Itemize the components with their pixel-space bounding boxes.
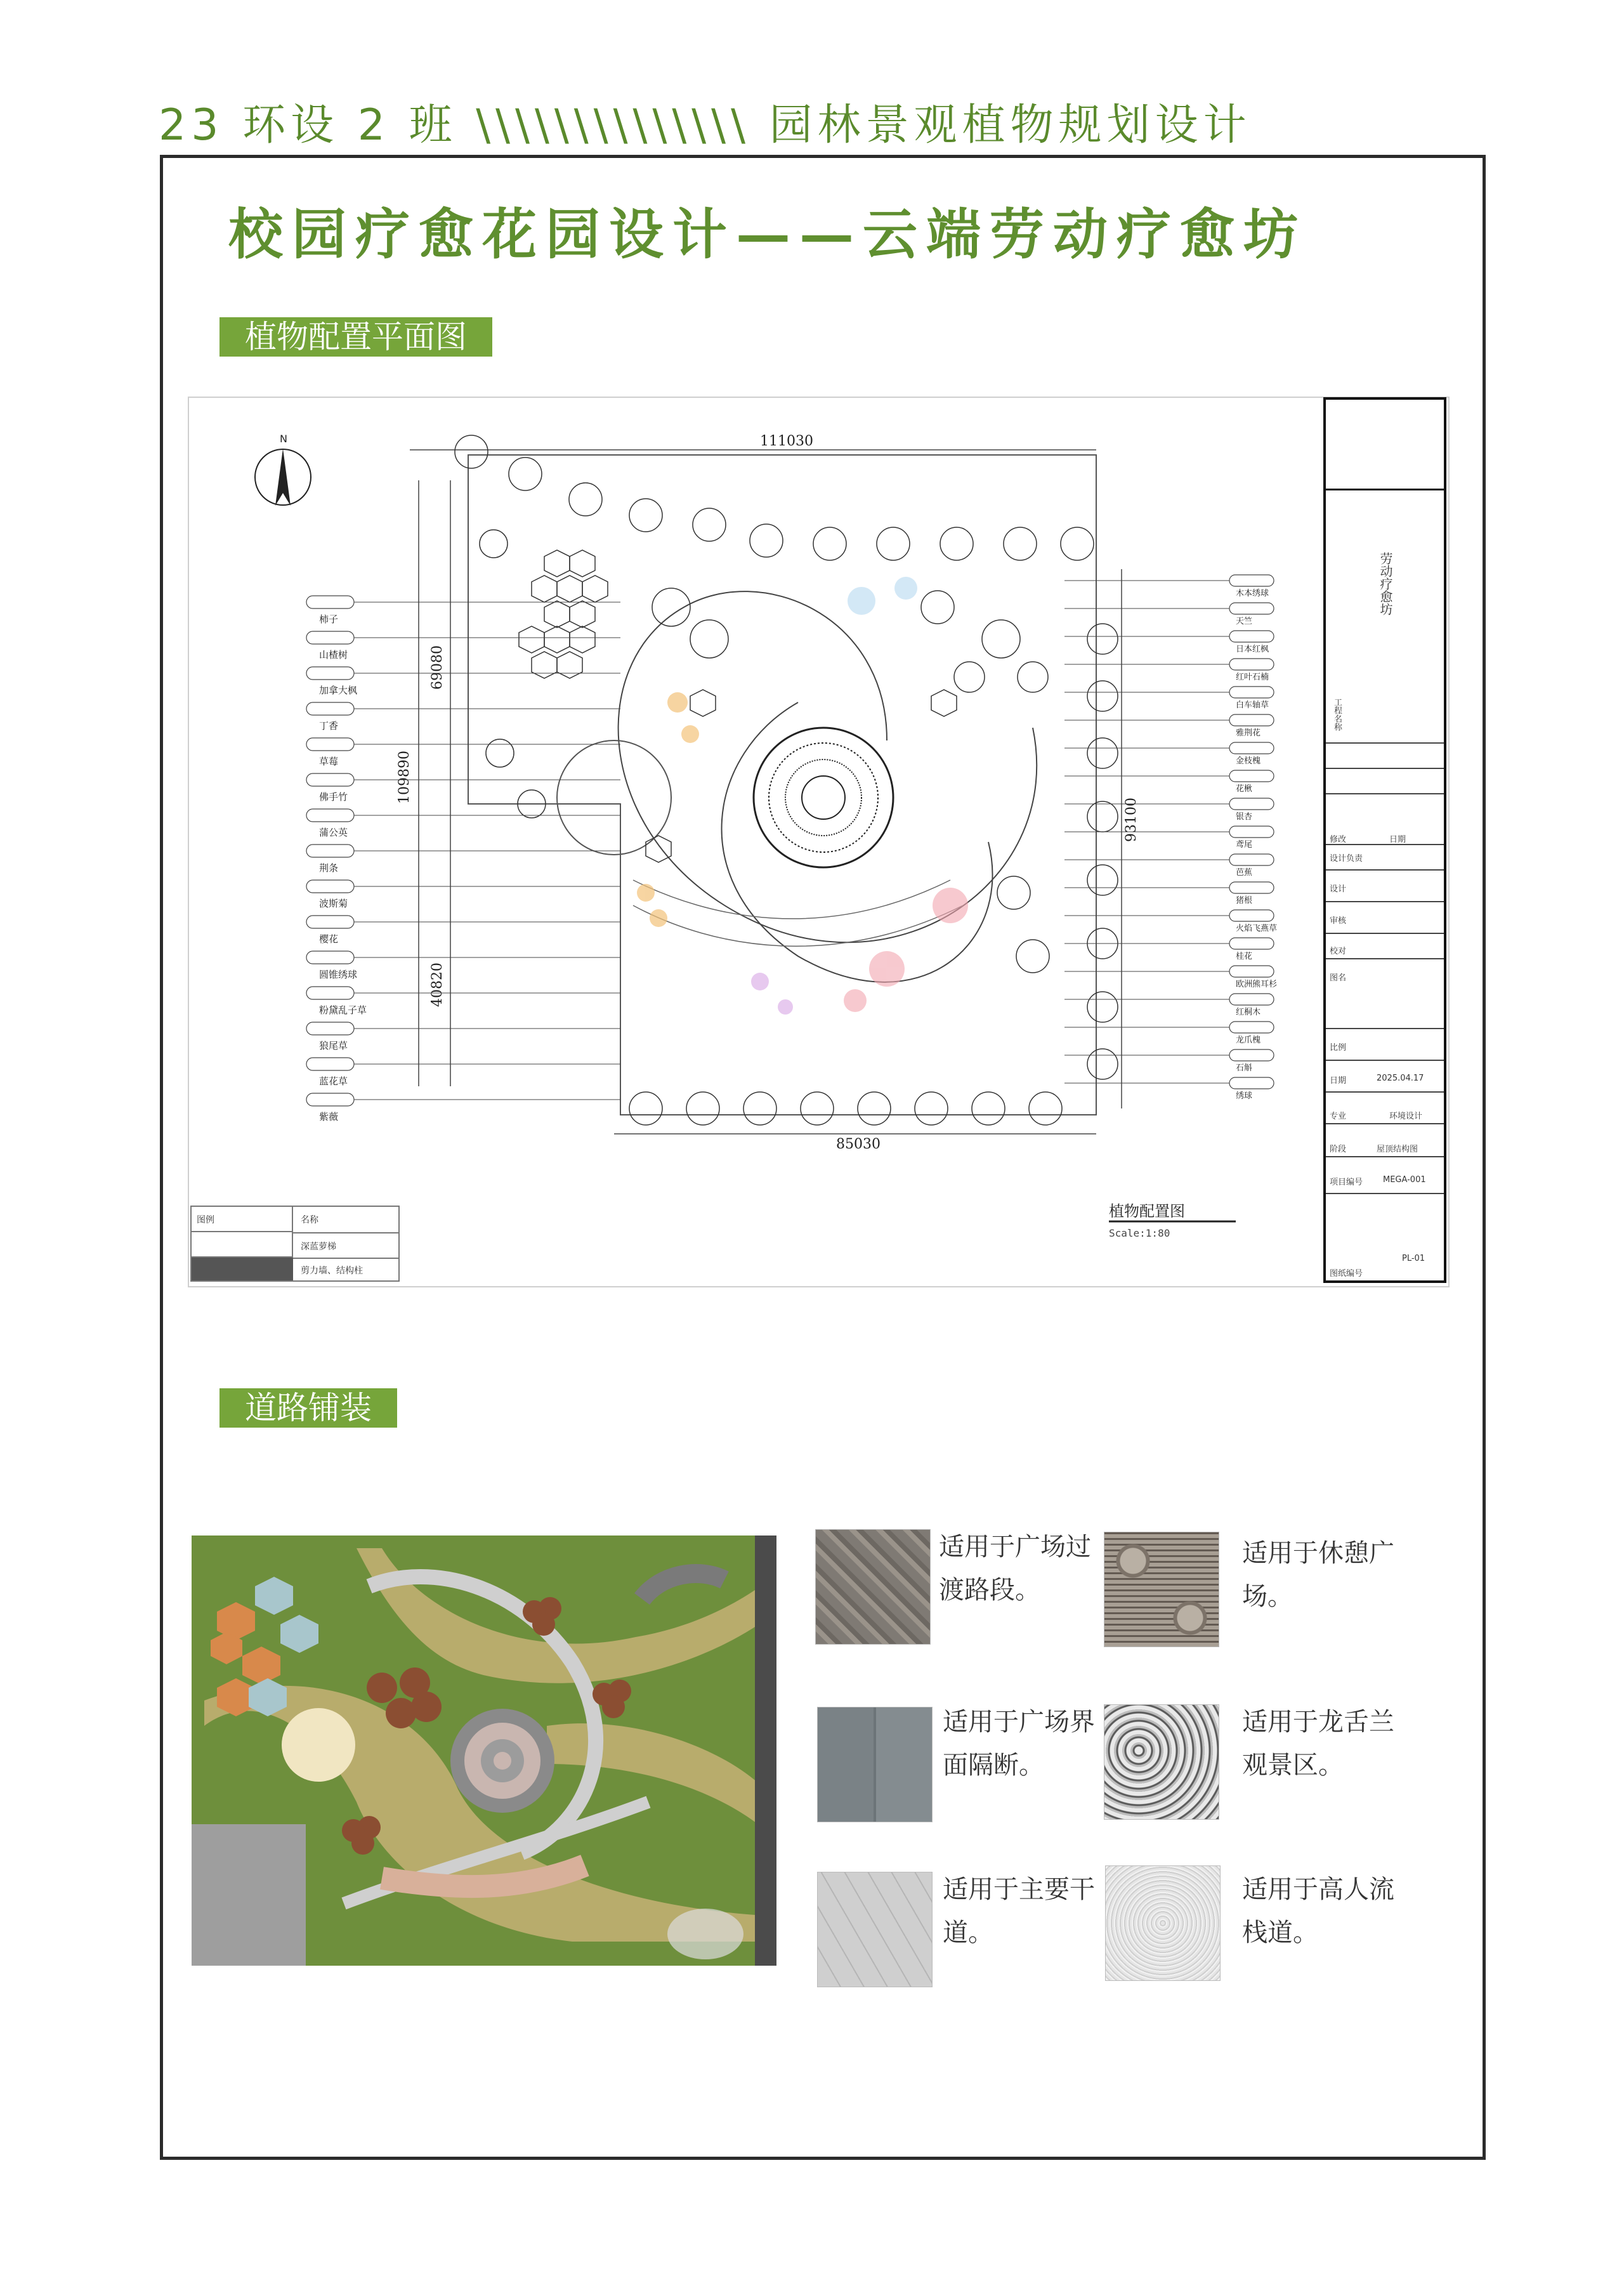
page-header: 23 环设 2 班 \\\\\\\\\\\\\\ 园林景观植物规划设计 — [159, 100, 1252, 150]
paving-swatch-1 — [815, 1529, 931, 1645]
svg-text:金枝槐: 金枝槐 — [1236, 756, 1261, 766]
svg-text:丁香: 丁香 — [319, 720, 339, 732]
svg-text:草莓: 草莓 — [319, 756, 339, 767]
svg-text:圆锥绣球: 圆锥绣球 — [319, 969, 358, 980]
north-label: N — [280, 433, 287, 445]
svg-text:红叶石楠: 红叶石楠 — [1236, 673, 1269, 682]
svg-text:绣球: 绣球 — [1236, 1091, 1253, 1101]
tb-check-label: 校对 — [1330, 947, 1347, 956]
tb-stage-label: 阶段 — [1330, 1145, 1347, 1154]
svg-text:紫薇: 紫薇 — [319, 1111, 339, 1122]
tb-design-label: 设计 — [1330, 884, 1347, 894]
tb-project: 劳动疗愈坊 — [1378, 552, 1393, 615]
svg-text:石斛: 石斛 — [1236, 1063, 1253, 1073]
plant-label-left — [306, 1093, 620, 1122]
page-title: 校园疗愈花园设计——云端劳动疗愈坊 — [228, 202, 1307, 266]
dim-left-lower: 40820 — [429, 963, 445, 1007]
central-pavilion — [754, 728, 893, 867]
svg-text:天竺: 天竺 — [1236, 617, 1253, 626]
tb-designer-label: 设计负责 — [1330, 854, 1363, 864]
tb-date: 2025.04.17 — [1377, 1074, 1424, 1083]
legend-row-1: 深蓝萝梯 — [301, 1242, 336, 1252]
paving-site-rendering — [192, 1535, 776, 1966]
paving-swatch-2 — [1104, 1532, 1219, 1647]
svg-text:鸢尾: 鸢尾 — [1236, 840, 1253, 850]
drawing-scale: Scale:1:80 — [1109, 1227, 1170, 1239]
svg-text:雅荆花: 雅荆花 — [1236, 728, 1261, 738]
left-plant-labels — [306, 596, 620, 1122]
planting-plan-svg — [189, 398, 1448, 1286]
svg-text:日本红枫: 日本红枫 — [1236, 645, 1269, 654]
tb-review-label: 审核 — [1330, 916, 1347, 926]
paving-swatch-4 — [1104, 1704, 1219, 1820]
north-arrow-icon — [255, 449, 311, 506]
svg-text:狼尾草: 狼尾草 — [319, 1040, 348, 1051]
svg-text:加拿大枫: 加拿大枫 — [319, 685, 358, 696]
svg-text:佛手竹: 佛手竹 — [319, 791, 348, 803]
svg-text:红桐木: 红桐木 — [1236, 1008, 1261, 1017]
svg-text:波斯菊: 波斯菊 — [319, 898, 348, 909]
svg-text:猪根: 猪根 — [1236, 896, 1253, 905]
paving-text-3: 适用于广场界面隔断。 — [943, 1707, 1095, 1780]
plant-label-left — [306, 845, 620, 874]
paving-text-2: 适用于休憩广场。 — [1242, 1539, 1394, 1611]
plant-label-left — [306, 809, 620, 838]
paving-swatch-5 — [817, 1872, 933, 1987]
tb-specialty: 环境设计 — [1389, 1112, 1423, 1121]
plant-label-left — [306, 880, 620, 909]
dim-right: 93100 — [1123, 798, 1139, 842]
svg-text:龙爪槐: 龙爪槐 — [1236, 1036, 1261, 1045]
tb-specialty-label: 专业 — [1330, 1112, 1347, 1121]
svg-text:樱花: 樱花 — [319, 933, 339, 945]
legend-swatch-wall — [192, 1258, 293, 1280]
svg-text:木本绣球: 木本绣球 — [1236, 589, 1269, 598]
tb-project-no: MEGA-001 — [1383, 1175, 1426, 1185]
tb-project-name-label: 工程名称 — [1332, 698, 1342, 731]
legend-header-2: 名称 — [301, 1215, 318, 1225]
paving-text-4: 适用于龙舌兰观景区。 — [1242, 1707, 1394, 1780]
plant-label-left — [306, 987, 620, 1016]
svg-text:蒲公英: 蒲公英 — [319, 827, 348, 838]
planting-plan-drawing — [188, 397, 1450, 1287]
dim-left: 109890 — [396, 751, 412, 804]
svg-text:芭蕉: 芭蕉 — [1236, 868, 1253, 878]
section-tag-paving: 道路铺装 — [219, 1388, 397, 1428]
tb-date-label: 日期 — [1389, 835, 1406, 845]
svg-text:欧洲熊耳杉: 欧洲熊耳杉 — [1236, 980, 1278, 989]
paving-text-5: 适用于主要干道。 — [943, 1875, 1095, 1947]
tb-name-label: 图名 — [1330, 973, 1347, 983]
dim-left-upper: 69080 — [429, 645, 445, 690]
paving-text-6: 适用于高人流栈道。 — [1242, 1875, 1394, 1947]
drawing-title: 植物配置图 — [1109, 1202, 1185, 1220]
plant-label-left — [306, 951, 620, 980]
tb-date-short: 日期 — [1330, 1076, 1347, 1086]
plant-label-left — [306, 1022, 620, 1051]
site-render-svg — [192, 1535, 776, 1966]
paving-swatch-3 — [817, 1707, 933, 1822]
dim-bottom: 85030 — [836, 1136, 881, 1152]
svg-text:荆条: 荆条 — [319, 862, 339, 874]
svg-text:柿子: 柿子 — [319, 614, 339, 625]
tb-revision-label: 修改 — [1330, 835, 1347, 845]
dim-top: 111030 — [760, 433, 813, 449]
plant-label-left — [306, 631, 620, 661]
plant-label-left — [306, 773, 620, 803]
svg-text:蓝花草: 蓝花草 — [319, 1075, 348, 1087]
svg-text:山楂树: 山楂树 — [319, 649, 348, 661]
legend-row-2: 剪力墙、结构柱 — [301, 1266, 363, 1276]
legend-header-1: 图例 — [197, 1215, 214, 1225]
plant-label-left — [306, 1058, 620, 1087]
tb-project-no-label: 项目编号 — [1330, 1178, 1363, 1187]
svg-text:银杏: 银杏 — [1236, 812, 1253, 822]
plant-label-left — [306, 667, 620, 696]
paving-swatch-6 — [1105, 1865, 1221, 1981]
svg-text:桂花: 桂花 — [1236, 952, 1253, 961]
plant-label-left — [306, 916, 620, 945]
plant-label-left — [306, 738, 620, 767]
drawing-title-block — [1323, 397, 1446, 1283]
svg-text:白车轴草: 白车轴草 — [1236, 700, 1269, 710]
plant-label-left — [306, 702, 620, 732]
tb-sheet-no: PL-01 — [1402, 1254, 1425, 1263]
svg-text:火焰飞燕草: 火焰飞燕草 — [1236, 924, 1278, 933]
tb-sheet-no-label: 图纸编号 — [1330, 1269, 1363, 1279]
section-tag-planting-plan: 植物配置平面图 — [219, 317, 492, 357]
tb-stage: 屋顶结构图 — [1377, 1145, 1418, 1154]
svg-text:粉黛乱子草: 粉黛乱子草 — [319, 1004, 367, 1016]
tb-scale-label: 比例 — [1330, 1043, 1347, 1053]
paving-text-1: 适用于广场过渡路段。 — [939, 1532, 1091, 1605]
plan-legend-table — [190, 1206, 400, 1282]
svg-text:花楸: 花楸 — [1236, 784, 1253, 794]
